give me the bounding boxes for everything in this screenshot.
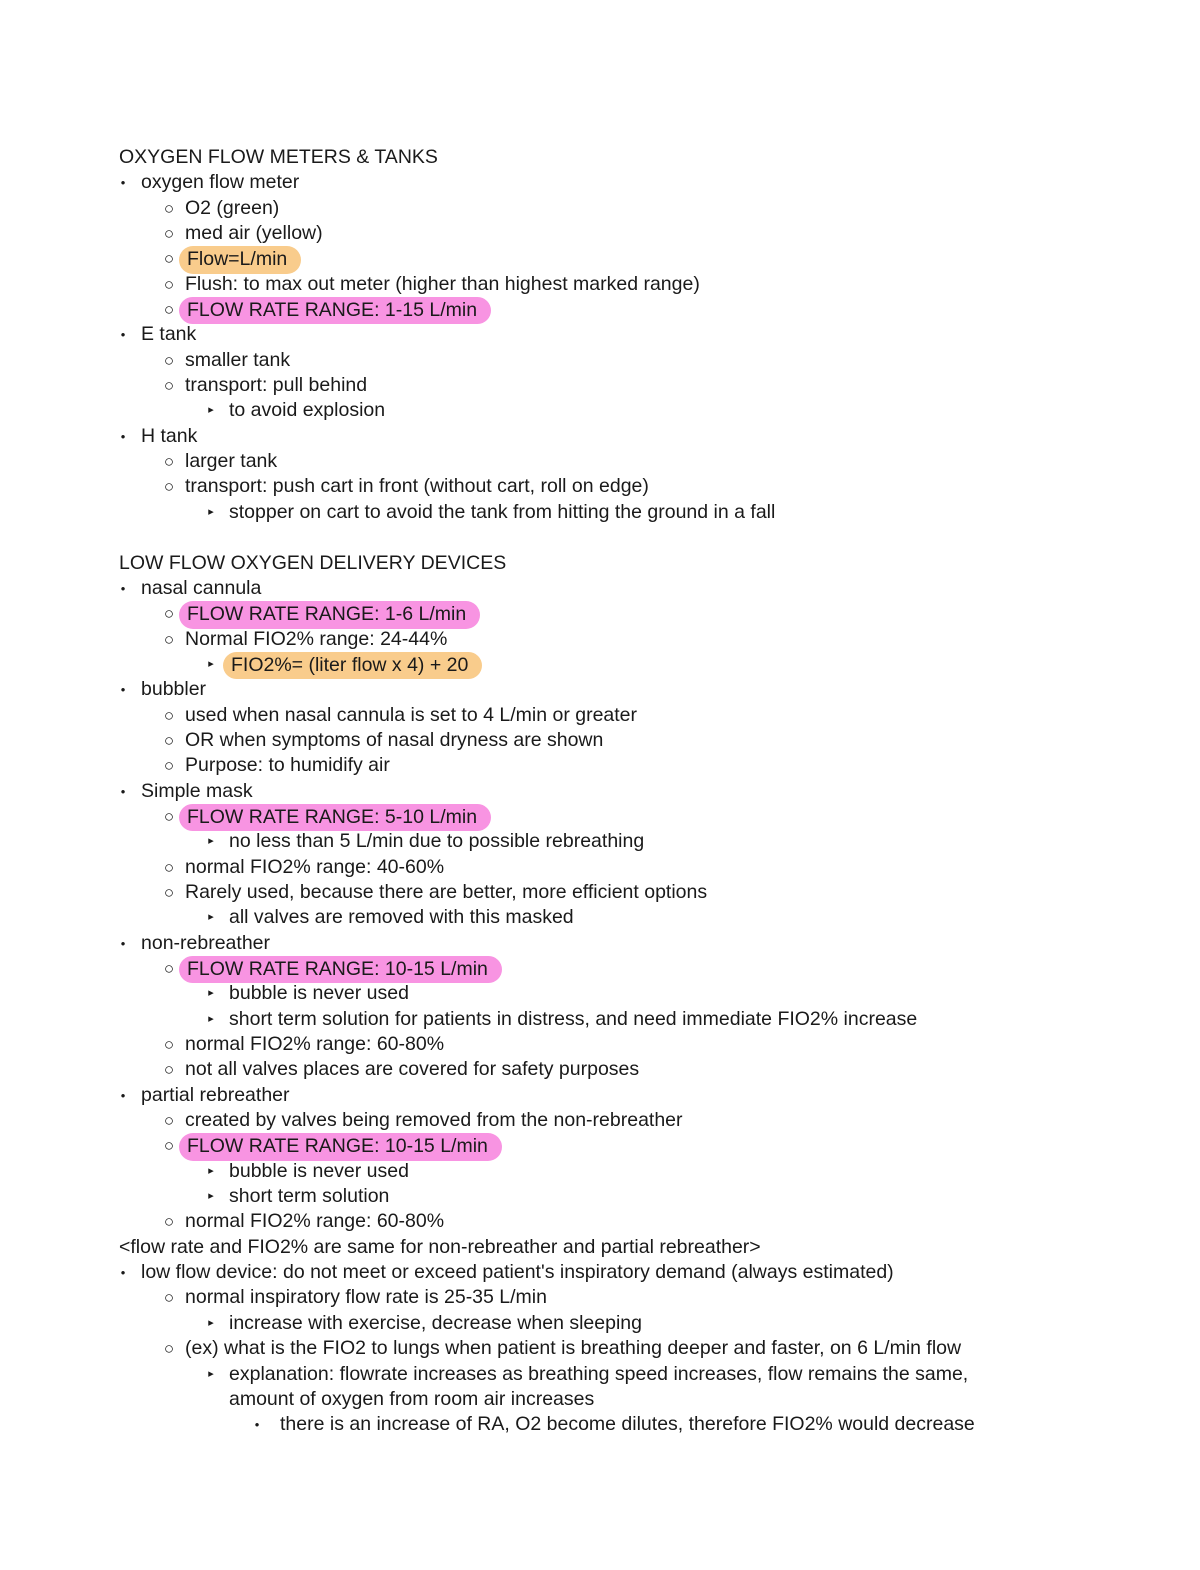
bullet-triangle-icon: ▸ [208, 1164, 214, 1177]
list-item [0, 1159, 1200, 1184]
bullet-triangle-icon: ▸ [208, 1367, 214, 1380]
bullet-triangle-icon: ▸ [208, 657, 214, 670]
highlighted-text: FIO2%= (liter flow x 4) + 20 [223, 652, 482, 679]
item-text: LOW FLOW OXYGEN DELIVERY DEVICES [119, 551, 507, 574]
bullet-dot-icon: • [120, 783, 126, 799]
bullet-circle-icon: ○ [163, 1060, 175, 1080]
item-text: partial rebreather [141, 1083, 290, 1106]
item-text: Simple mask [141, 779, 253, 802]
list-item [0, 500, 1200, 525]
highlighted-text: FLOW RATE RANGE: 5-10 L/min [179, 804, 491, 831]
section-heading [0, 145, 1200, 170]
list-item [0, 1387, 1200, 1412]
bullet-triangle-icon: ▸ [208, 911, 214, 924]
list-item [0, 373, 1200, 398]
list-item [0, 424, 1200, 449]
bullet-triangle-icon: ▸ [208, 505, 214, 518]
bullet-circle-icon: ○ [163, 224, 175, 244]
list-item [0, 221, 1200, 246]
list-item [0, 652, 1200, 677]
bullet-circle-icon: ○ [163, 249, 175, 269]
list-item [0, 601, 1200, 626]
item-text: <flow rate and FIO2% are same for non-rebreather and partial rebreather> [119, 1235, 761, 1258]
list-item [0, 246, 1200, 271]
item-text: transport: push cart in front (without cart, roll on edge) [185, 475, 649, 498]
item-text: short term solution [229, 1185, 390, 1208]
list-item [0, 196, 1200, 221]
list-item [0, 779, 1200, 804]
bullet-dot-icon: • [120, 580, 126, 596]
list-item [0, 322, 1200, 347]
list-item [0, 474, 1200, 499]
item-text: increase with exercise, decrease when sleeping [229, 1311, 642, 1334]
list-item [0, 1362, 1200, 1387]
list-item [0, 398, 1200, 423]
list-item [0, 677, 1200, 702]
list-item [0, 981, 1200, 1006]
list-item [0, 1209, 1200, 1234]
section-heading [0, 551, 1200, 576]
item-text: short term solution for patients in distress, and need immediate FIO2% increase [229, 1007, 918, 1030]
bullet-dot-icon: • [120, 175, 126, 191]
bullet-circle-icon: ○ [163, 629, 175, 649]
bullet-circle-icon: ○ [163, 730, 175, 750]
item-text: OR when symptoms of nasal dryness are shown [185, 728, 604, 751]
list-item [0, 1336, 1200, 1361]
list-item [0, 170, 1200, 195]
bullet-dot-icon: • [120, 428, 126, 444]
highlighted-text: FLOW RATE RANGE: 10-15 L/min [179, 956, 502, 983]
list-item [0, 1184, 1200, 1209]
list-item [0, 348, 1200, 373]
bullet-dot-icon: • [120, 327, 126, 343]
item-text: bubble is never used [229, 1159, 409, 1182]
item-text: amount of oxygen from room air increases [229, 1387, 595, 1410]
bullet-triangle-icon: ▸ [208, 835, 214, 848]
list-item [0, 1311, 1200, 1336]
highlighted-text: FLOW RATE RANGE: 10-15 L/min [179, 1133, 502, 1160]
bullet-circle-icon: ○ [163, 959, 175, 978]
list-item [0, 1260, 1200, 1285]
list-item [0, 1108, 1200, 1133]
bullet-circle-icon: ○ [163, 1339, 175, 1359]
item-text: used when nasal cannula is set to 4 L/min or greater [185, 703, 638, 726]
item-text: not all valves places are covered for safety purposes [185, 1058, 640, 1081]
item-text: Flush: to max out meter (higher than highest marked range) [185, 272, 700, 295]
list-item [0, 297, 1200, 322]
list-item [0, 1285, 1200, 1310]
item-text: smaller tank [185, 348, 291, 371]
item-text: bubble is never used [229, 982, 409, 1005]
item-text: explanation: flowrate increases as breathing speed increases, flow remains the same, [229, 1362, 969, 1385]
list-item [0, 1057, 1200, 1082]
bullet-circle-icon: ○ [163, 300, 175, 320]
bullet-circle-icon: ○ [163, 1035, 175, 1055]
list-item [0, 905, 1200, 930]
list-item [0, 1133, 1200, 1158]
item-text: created by valves being removed from the non-rebreather [185, 1109, 683, 1132]
bullet-circle-icon: ○ [163, 806, 175, 826]
item-text: med air (yellow) [185, 222, 323, 245]
list-item [0, 1412, 1200, 1437]
list-item [0, 804, 1200, 829]
highlighted-text: Flow=L/min [179, 246, 301, 273]
section-heading [0, 1235, 1200, 1260]
item-text: low flow device: do not meet or exceed patient's inspiratory demand (always estimated) [141, 1261, 894, 1284]
list-item [0, 728, 1200, 753]
item-text: normal FIO2% range: 60-80% [185, 1210, 445, 1233]
bullet-circle-icon: ○ [163, 756, 175, 776]
item-text: Normal FIO2% range: 24-44% [185, 627, 448, 650]
list-item [0, 576, 1200, 601]
bullet-dot-icon: • [120, 1265, 126, 1281]
bullet-triangle-icon: ▸ [208, 1012, 214, 1025]
item-text: no less than 5 L/min due to possible rebreathing [229, 830, 645, 853]
bullet-circle-icon: ○ [163, 350, 175, 370]
item-text: E tank [141, 323, 197, 346]
bullet-dot-icon: • [120, 935, 126, 951]
item-text: there is an increase of RA, O2 become dilutes, therefore FIO2% would decrease [280, 1413, 975, 1436]
bullet-circle-icon: ○ [163, 452, 175, 472]
bullet-circle-icon: ○ [163, 477, 175, 497]
item-text: transport: pull behind [185, 374, 368, 397]
item-text: H tank [141, 424, 198, 447]
item-text: nasal cannula [141, 576, 262, 599]
item-text: all valves are removed with this masked [229, 906, 574, 929]
item-text: oxygen flow meter [141, 171, 300, 194]
item-text: normal inspiratory flow rate is 25-35 L/min [185, 1286, 547, 1309]
item-text: O2 (green) [185, 196, 280, 219]
bullet-circle-icon: ○ [163, 198, 175, 218]
bullet-circle-icon: ○ [163, 1136, 175, 1156]
bullet-circle-icon: ○ [163, 705, 175, 725]
bullet-circle-icon: ○ [163, 1212, 175, 1232]
item-text: OXYGEN FLOW METERS & TANKS [119, 146, 438, 168]
bullet-dot-icon: • [120, 682, 126, 698]
item-text: bubbler [141, 678, 207, 701]
list-item [0, 1032, 1200, 1057]
list-item [0, 1083, 1200, 1108]
bullet-circle-icon: ○ [163, 882, 175, 902]
list-item [0, 449, 1200, 474]
item-text: normal FIO2% range: 40-60% [185, 855, 445, 878]
blank-line [0, 525, 1200, 550]
list-item [0, 1007, 1200, 1032]
list-item [0, 855, 1200, 880]
bullet-circle-icon: ○ [163, 604, 175, 624]
list-item [0, 627, 1200, 652]
highlighted-text: FLOW RATE RANGE: 1-6 L/min [179, 601, 480, 628]
list-item [0, 880, 1200, 905]
list-item [0, 272, 1200, 297]
bullet-dot-icon: • [120, 1087, 126, 1103]
list-item [0, 829, 1200, 854]
item-text: Rarely used, because there are better, more efficient options [185, 880, 708, 903]
item-text: (ex) what is the FIO2 to lungs when patient is breathing deeper and faster, on 6 L/min flow [185, 1337, 962, 1360]
bullet-circle-icon: ○ [163, 857, 175, 877]
bullet-triangle-icon: ▸ [208, 1316, 214, 1329]
bullet-circle-icon: ○ [163, 376, 175, 396]
bullet-triangle-icon: ▸ [208, 404, 214, 417]
list-item [0, 753, 1200, 778]
highlighted-text: FLOW RATE RANGE: 1-15 L/min [179, 297, 491, 324]
item-text: stopper on cart to avoid the tank from hitting the ground in a fall [229, 500, 776, 523]
bullet-circle-icon: ○ [163, 274, 175, 294]
list-item [0, 931, 1200, 956]
item-text: to avoid explosion [229, 399, 386, 422]
bullet-triangle-icon: ▸ [208, 987, 214, 1000]
bullet-triangle-icon: ▸ [208, 1190, 214, 1203]
item-text: Purpose: to humidify air [185, 754, 390, 777]
item-text: non-rebreather [141, 931, 270, 954]
list-item [0, 703, 1200, 728]
bullet-dot-icon: • [254, 1417, 260, 1433]
list-item [0, 956, 1200, 981]
item-text: normal FIO2% range: 60-80% [185, 1033, 445, 1056]
bullet-circle-icon: ○ [163, 1288, 175, 1308]
bullet-circle-icon: ○ [163, 1111, 175, 1131]
document-body [0, 145, 1200, 1438]
item-text: larger tank [185, 450, 278, 473]
